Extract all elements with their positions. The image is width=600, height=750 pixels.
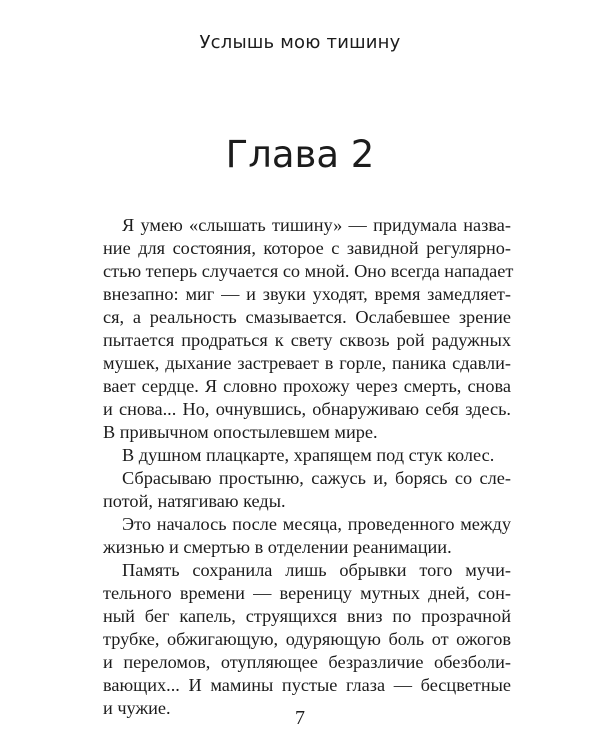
text-line: вает сердце. Я словно прохожу через смерть, снова [103, 376, 511, 396]
text-line: ся, а реальность смазывается. Ослабевшее зрение [103, 307, 511, 327]
text-line: ный бег капель, струящихся вниз по прозрачной [103, 606, 511, 626]
text-line: потой, натягиваю кеды. [103, 491, 286, 511]
text-line: трубке, обжигающую, одуряющую боль от ожогов [103, 629, 511, 649]
text-line: Сбрасываю простыню, сажусь и, борясь со сле- [122, 468, 511, 488]
text-line: тельного времени — вереницу мутных дней, сон- [103, 583, 511, 603]
paragraph-5 [103, 559, 511, 720]
paragraph-4 [103, 513, 511, 559]
chapter-title: Глава 2 [225, 133, 375, 176]
text-line: ние для состояния, которое с завидной регулярно- [103, 238, 511, 258]
text-line: мушек, дыхание застревает в горле, паника сдавли- [103, 353, 511, 373]
body-text [103, 214, 514, 720]
paragraph-3 [103, 467, 511, 513]
text-line: Я умею «слышать тишину» — придумала назва- [122, 215, 511, 235]
running-head: Услышь мою тишину [199, 32, 401, 53]
text-line: В душном плацкарте, храпящем под стук колес. [122, 445, 495, 465]
text-line: и чужие. [103, 698, 171, 718]
text-line: пытается продраться к свету сквозь рой радужных [103, 330, 511, 350]
text-line: стью теперь случается со мной. Оно всегда нападает [103, 261, 514, 281]
text-line: вающих... И мамины пустые глаза — бесцветные [103, 675, 511, 695]
text-line: внезапно: миг — и звуки уходят, время замедляет- [103, 284, 511, 304]
paragraph-1 [103, 214, 514, 444]
paragraph-2 [103, 444, 511, 467]
text-line: и снова... Но, очнувшись, обнаруживаю себя здесь. [103, 399, 511, 419]
text-line: и переломов, отупляющее безразличие обезболи- [103, 652, 511, 672]
text-line: жизнью и смертью в отделении реанимации. [103, 537, 452, 557]
text-line: Это началось после месяца, проведенного между [122, 514, 511, 534]
page-number: 7 [295, 707, 305, 729]
text-line: В привычном опостылевшем мире. [103, 422, 378, 442]
text-line: Память сохранила лишь обрывки того мучи- [122, 560, 511, 580]
